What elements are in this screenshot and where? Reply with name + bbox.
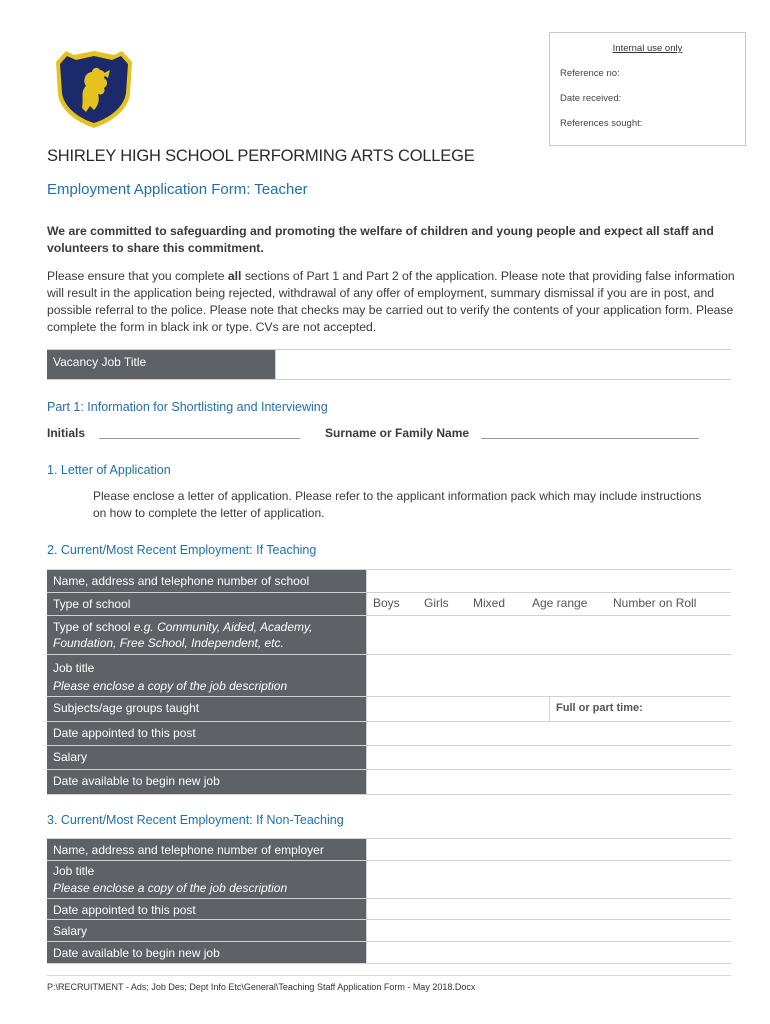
safeguarding-statement: We are committed to safeguarding and promoting the welfare of children and young people and expect all staff and volunteers to share this commitment. (47, 224, 714, 255)
option-age-range[interactable]: Age range (532, 596, 588, 610)
table-row (47, 655, 731, 697)
school-crest-logo (52, 48, 136, 130)
section2-heading: 2. Current/Most Recent Employment: If Teaching (47, 543, 317, 557)
employer-name-address-label: Name, address and telephone number of employer (47, 839, 366, 860)
nt-date-appointed-label: Date appointed to this post (47, 899, 366, 919)
type-of-school-prefix: Type of school (53, 620, 134, 634)
nt-job-title-field[interactable] (366, 861, 731, 898)
table-row (47, 899, 731, 920)
date-received-label: Date received: (560, 93, 622, 104)
nt-job-title-text: Job title (53, 864, 95, 878)
option-boys[interactable]: Boys (373, 596, 400, 610)
date-available-field[interactable] (366, 770, 731, 794)
initials-label: Initials (47, 426, 86, 440)
footer-file-path: P:\RECRUITMENT - Ads; Job Des; Dept Info Etc\General\Teaching Staff Application Form - May 2018.Docx (47, 982, 476, 992)
nt-date-available-label: Date available to begin new job (47, 942, 366, 963)
option-girls[interactable]: Girls (424, 596, 449, 610)
type-of-school-detail-field[interactable] (366, 616, 731, 654)
date-appointed-field[interactable] (366, 722, 731, 745)
table-row (47, 770, 731, 795)
type-of-school-eg-label (47, 616, 366, 654)
vacancy-job-title-field[interactable] (275, 350, 731, 379)
option-mixed[interactable]: Mixed (473, 596, 506, 610)
job-title-label (47, 655, 366, 696)
full-or-part-time-label: Full or part time: (549, 697, 649, 721)
table-row (47, 838, 731, 861)
date-appointed-label: Date appointed to this post (47, 722, 366, 745)
internal-use-title: Internal use only (612, 43, 683, 54)
table-row (47, 593, 731, 616)
instructions-text-end: sections of Part 1 and Part 2 of the application. Please note that providing false information will result in the application being rejected, withdrawal of any offer of employment, summary dismissal if you are in post, and possible referral to the police. Please note that checks may be carried out to verify the contents of your application form. Please complete the form in black ink or type. CVs are not accepted. (47, 269, 735, 334)
part1-heading: Part 1: Information for Shortlisting and Interviewing (47, 400, 328, 414)
type-of-school-examples: e.g. Community, Aided, Academy, Foundation, Free School, Independent, etc. (53, 620, 313, 650)
letter-of-application-text: Please enclose a letter of application. Please refer to the applicant information pack which may include instructions on how to complete the letter of application. (93, 489, 702, 520)
form-title: Employment Application Form: Teacher (47, 181, 308, 198)
table-row (47, 722, 731, 746)
vacancy-job-title-label: Vacancy Job Title (47, 350, 275, 379)
instructions-emphasis: all (227, 269, 242, 283)
instructions-text-start: Please ensure that you complete (47, 269, 228, 283)
surname-label: Surname or Family Name (325, 426, 470, 440)
nt-date-available-field[interactable] (366, 942, 731, 963)
type-of-school-options (366, 593, 731, 615)
non-teaching-employment-table (47, 838, 731, 964)
employer-name-address-field[interactable] (366, 839, 731, 860)
internal-use-box (549, 32, 746, 146)
school-name-address-label: Name, address and telephone number of school (47, 570, 366, 592)
table-row (47, 920, 731, 942)
job-description-note: Please enclose a copy of the job description (53, 679, 288, 693)
nt-job-title-label (47, 861, 366, 898)
teaching-employment-table (47, 569, 731, 795)
table-row (47, 861, 731, 899)
reference-no-label: Reference no: (560, 68, 620, 79)
salary-field[interactable] (366, 746, 731, 769)
table-row (47, 616, 731, 655)
nt-date-appointed-field[interactable] (366, 899, 731, 919)
vacancy-row (47, 349, 731, 380)
section3-heading: 3. Current/Most Recent Employment: If Non-Teaching (47, 813, 344, 827)
nt-job-description-note: Please enclose a copy of the job description (53, 881, 288, 895)
date-available-label: Date available to begin new job (47, 770, 366, 794)
subjects-age-groups-label: Subjects/age groups taught (47, 697, 366, 721)
initials-field[interactable] (99, 438, 300, 439)
job-title-text: Job title (53, 661, 95, 675)
subjects-age-groups-field[interactable] (366, 697, 731, 721)
job-title-field[interactable] (366, 655, 731, 696)
footer-divider (47, 975, 731, 976)
section1-heading: 1. Letter of Application (47, 463, 171, 477)
nt-salary-field[interactable] (366, 920, 731, 941)
option-number-on-roll[interactable]: Number on Roll (613, 596, 697, 610)
instructions-paragraph (47, 268, 737, 336)
table-row (47, 569, 731, 593)
nt-salary-label: Salary (47, 920, 366, 941)
type-of-school-label: Type of school (47, 593, 366, 615)
school-name: SHIRLEY HIGH SCHOOL PERFORMING ARTS COLLEGE (47, 147, 475, 165)
table-row (47, 942, 731, 964)
surname-field[interactable] (481, 438, 699, 439)
salary-label: Salary (47, 746, 366, 769)
school-name-address-field[interactable] (366, 570, 731, 592)
references-sought-label: References sought: (560, 118, 643, 129)
table-row (47, 746, 731, 770)
table-row (47, 697, 731, 722)
